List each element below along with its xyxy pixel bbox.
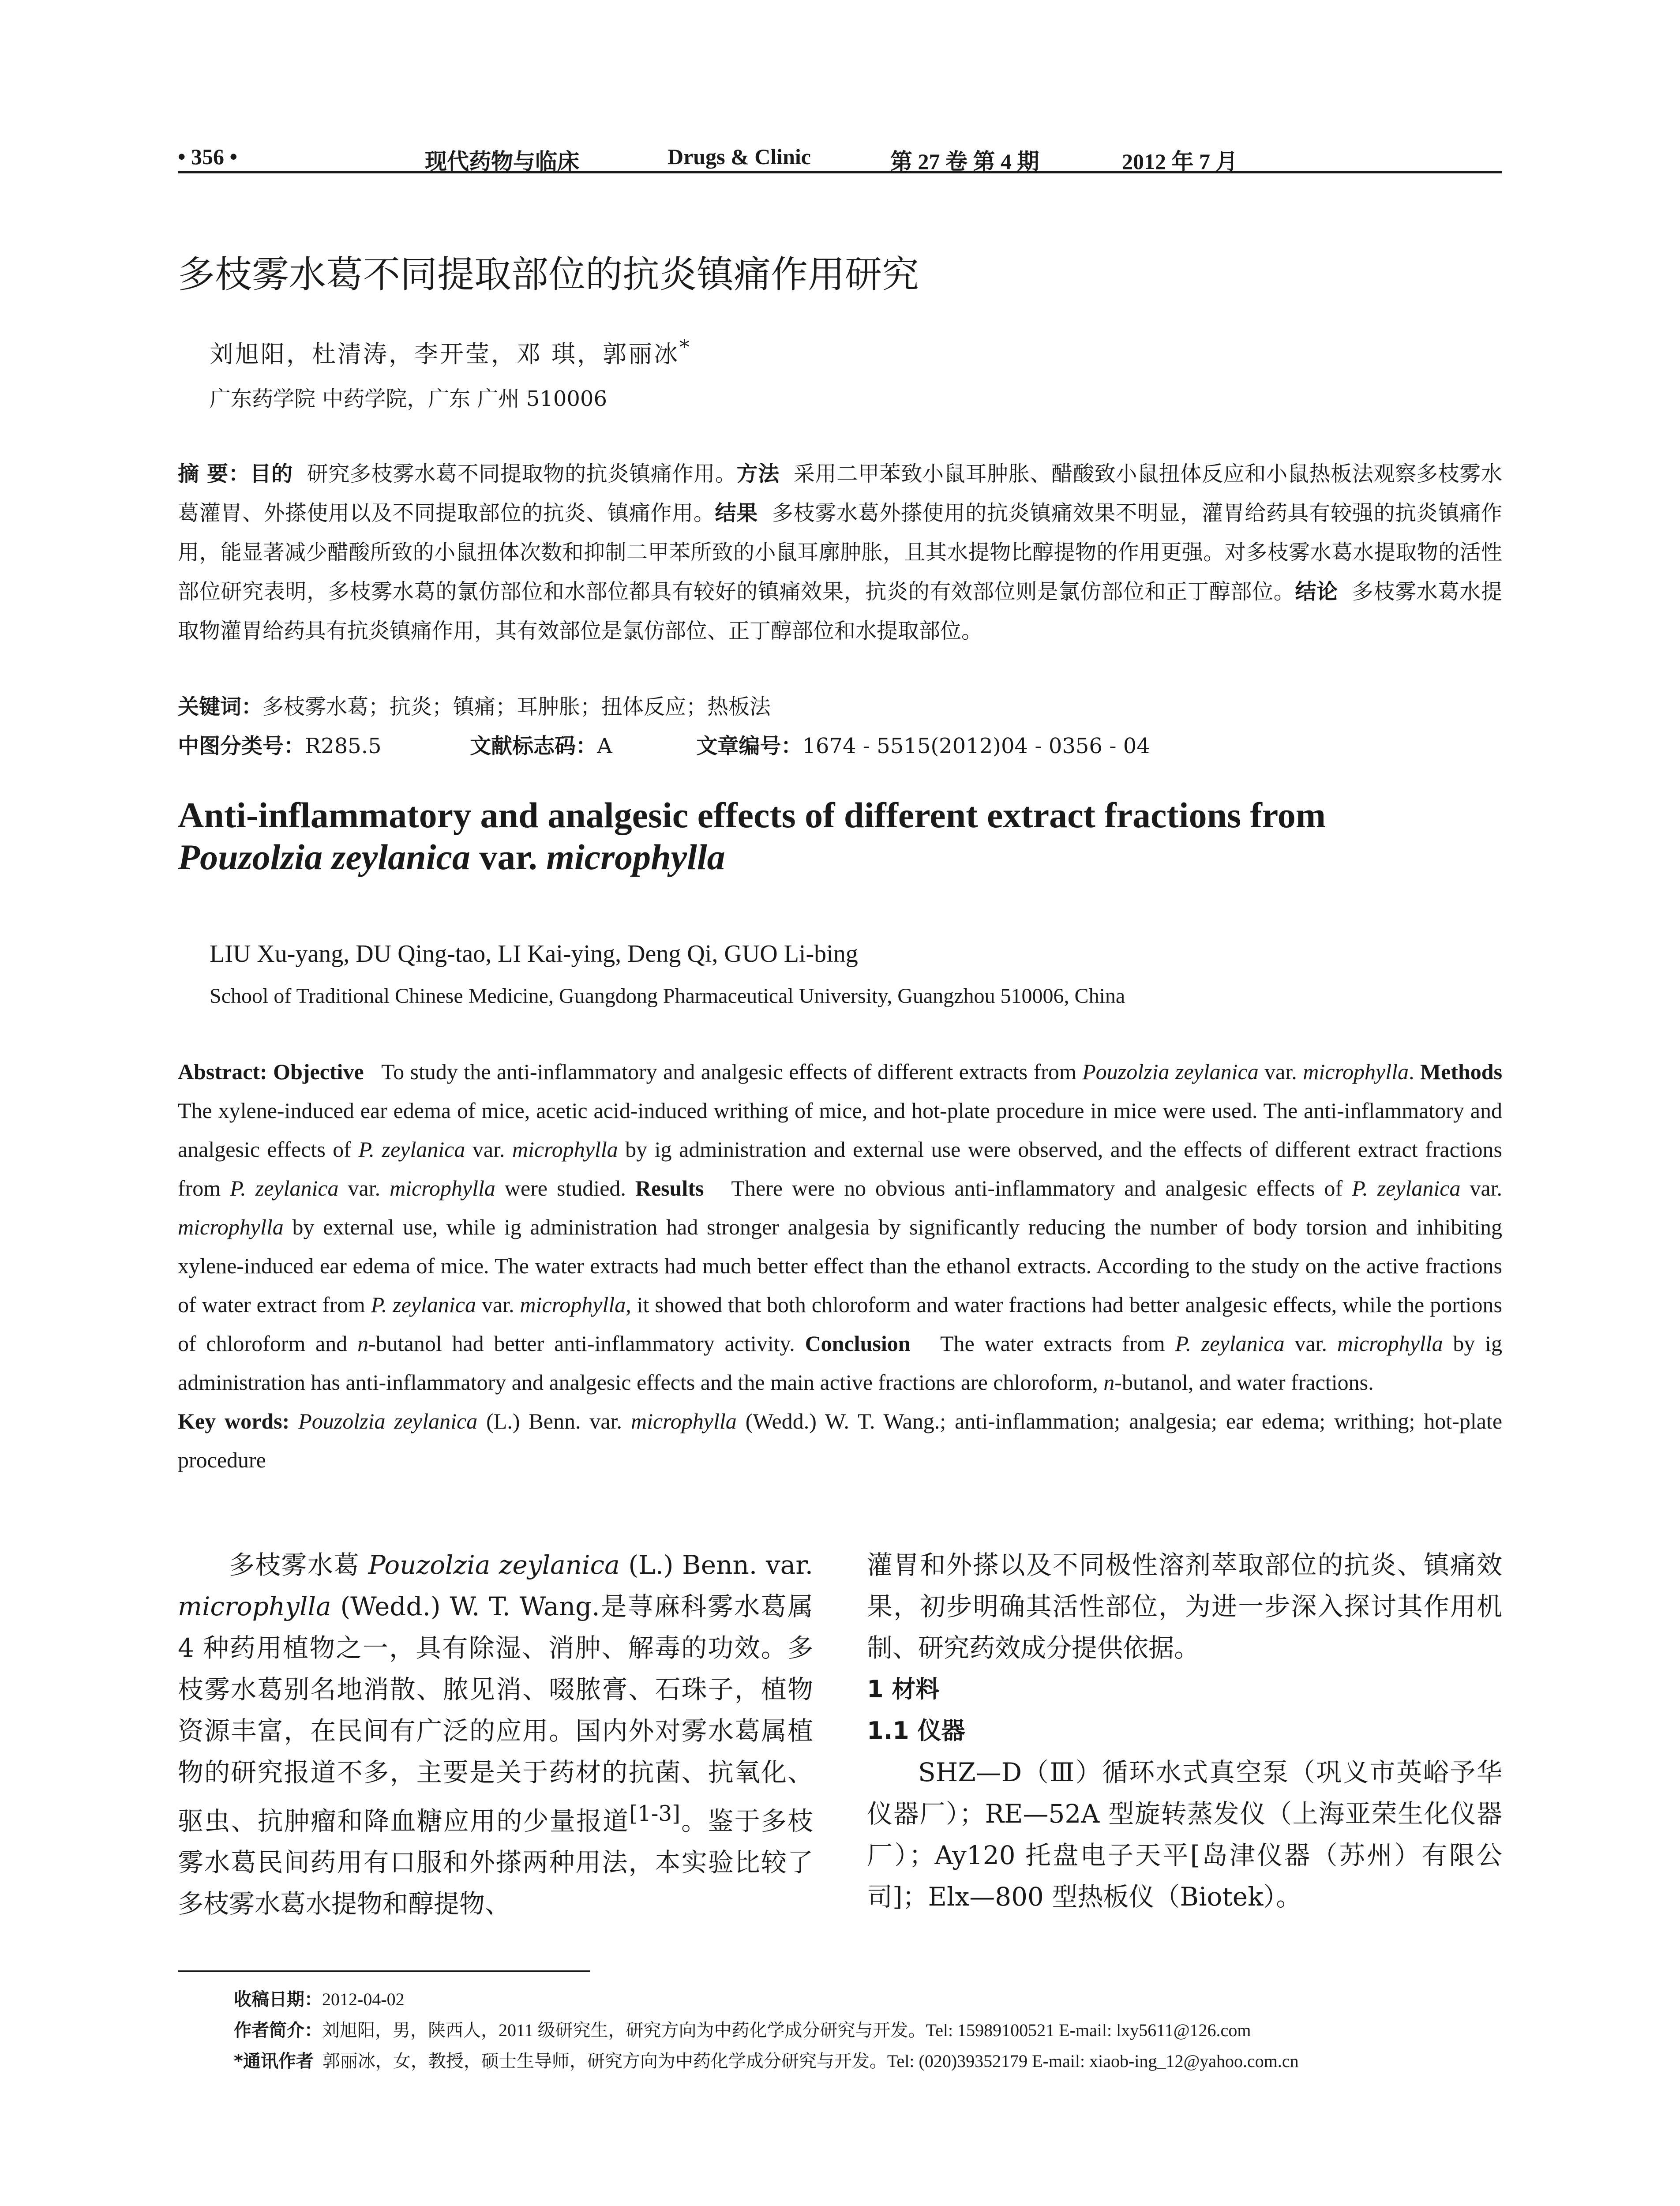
issue-date: 2012 年 7 月 bbox=[1122, 149, 1238, 174]
instruments-paragraph: SHZ—D（Ⅲ）循环水式真空泵（巩义市英峪予华仪器厂）；RE—52A 型旋转蒸发仪（上海亚荣生化仪器厂）；Ay120 托盘电子天平[岛津仪器（苏州）有限公司]；Elx—800 型热板仪（Biotek）。 bbox=[867, 1757, 1502, 1912]
authors-cn: 刘旭阳，杜清涛，李开莹，邓 琪，郭丽冰* bbox=[210, 335, 691, 368]
body-column-left bbox=[178, 1544, 813, 1925]
footnote-author: 作者简介：刘旭阳，男，陕西人，2011 级研究生，研究方向为中药化学成分研究与开发。Tel: 15989100521 E-mail: lxy5611@126.com bbox=[234, 2020, 1251, 2041]
intro-paragraph-cont: 灌胃和外搽以及不同极性溶剂萃取部位的抗炎、镇痛效果，初步明确其活性部位，为进一步深入探讨其作用机制、研究药效成分提供依据。 bbox=[867, 1550, 1502, 1663]
page-number: • 356 • bbox=[178, 144, 238, 169]
title-en: Anti-inflammatory and analgesic effects of different extract fractions from Pouzolzia zeylanica var. microphylla bbox=[178, 795, 1326, 877]
journal-name-cn: 现代药物与临床 bbox=[425, 149, 579, 174]
section-heading-1-1: 1.1 仪器 bbox=[867, 1717, 965, 1745]
footnote-rule bbox=[178, 1970, 590, 1972]
title-cn: 多枝雾水葛不同提取部位的抗炎镇痛作用研究 bbox=[178, 253, 919, 296]
keywords-en-label: Key words: bbox=[178, 1409, 290, 1433]
abstract-en: Abstract: Objective To study the anti-inflammatory and analgesic effects of different extracts from Pouzolzia zeylanica var. microphylla. Methods The xylene-induced ear edema of mice, acetic acid-induced writhing of mice, and hot-plate procedure in mice were used. The anti-inflammatory and analgesic effects of P. zeylanica var. microphylla by ig administration and external use were observed, and the effects of different extract fractions from P. zeylanica var. microphylla were studied. Results There were no obvious anti-inflammatory and analgesic effects of P. zeylanica var. microphylla by external use, while ig administration had stronger analgesia by significantly reducing the number of body torsion and inhibiting xylene-induced ear edema of mice. The water extracts had much better effect than the ethanol extracts. According to the study on the active fractions of water extract from P. zeylanica var. microphylla, it showed that both chloroform and water fractions had better analgesic effects, while the portions of chloroform and n-butanol had better anti-inflammatory activity. Conclusion The water extracts from P. zeylanica var. microphylla by ig administration has anti-inflammatory and analgesic effects and the main active fractions are chloroform, n-butanol, and water fractions. Key words: Pouzolzia zeylanica (L.) Benn. var. microphylla (Wedd.) W. T. Wang.; anti-inflammation; analgesia; ear edema; writhing; hot-plate procedure bbox=[178, 1059, 1503, 1472]
intro-paragraph: 多枝雾水葛 Pouzolzia zeylanica (L.) Benn. var. microphylla (Wedd.) W. T. Wang.是荨麻科雾水葛属 4 种药用植物之一，具有除湿、消肿、解毒的功效。多枝雾水葛别名地消散、脓见消、啜脓膏、石珠子，植物资源丰富，在民间有广泛的应用。国内外对雾水葛属植物的研究报道不多，主要是关于药材的抗菌、抗氧化、驱虫、抗肿瘤和降血糖应用的少量报道[1-3]。鉴于多枝雾水葛民间药用有口服和外搽两种用法，本实验比较了多枝雾水葛水提物和醇提物、 bbox=[178, 1550, 814, 1919]
authors-en: LIU Xu-yang, DU Qing-tao, LI Kai-ying, Deng Qi, GUO Li-bing bbox=[210, 940, 858, 968]
journal-name-en: Drugs & Clinic bbox=[668, 144, 811, 169]
footnote-corresponding: *通讯作者 郭丽冰，女，教授，硕士生导师，研究方向为中药化学成分研究与开发。Tel: (020)39352179 E-mail: xiaob-ing_12@yahoo.com.cn bbox=[234, 2051, 1299, 2071]
affiliation-en: School of Traditional Chinese Medicine, Guangdong Pharmaceutical University, Guangzhou 510006, China bbox=[210, 984, 1125, 1008]
classification-line: 中图分类号：R285.5 文献标志码：A 文章编号：1674 - 5515(2012)04 - 0356 - 04 bbox=[178, 734, 1150, 758]
running-header bbox=[178, 140, 1502, 173]
footnote-received: 收稿日期：2012-04-02 bbox=[234, 1989, 405, 2010]
keywords-cn: 关键词：多枝雾水葛；抗炎；镇痛；耳肿胀；扭体反应；热板法 bbox=[178, 694, 771, 719]
corresponding-mark: * bbox=[679, 335, 691, 359]
volume-issue: 第 27 卷 第 4 期 bbox=[890, 149, 1039, 174]
section-heading-1: 1 材料 bbox=[867, 1675, 940, 1703]
body-column-right bbox=[867, 1544, 1502, 1917]
citation-ref: [1-3] bbox=[629, 1801, 680, 1826]
affiliation-cn: 广东药学院 中药学院，广东 广州 510006 bbox=[210, 386, 608, 411]
abstract-cn-label: 摘 要： bbox=[178, 461, 250, 486]
abstract-cn: 摘 要：目的 研究多枝雾水葛不同提取物的抗炎镇痛作用。方法 采用二甲苯致小鼠耳肿胀、醋酸致小鼠扭体反应和小鼠热板法观察多枝雾水葛灌胃、外搽使用以及不同提取部位的抗炎、镇痛作用。结果 多枝雾水葛外搽使用的抗炎镇痛效果不明显，灌胃给药具有较强的抗炎镇痛作用，能显著减少醋酸所致的小鼠扭体次数和抑制二甲苯所致的小鼠耳廓肿胀，且其水提物比醇提物的作用更强。对多枝雾水葛水提取物的活性部位研究表明，多枝雾水葛的氯仿部位和水部位都具有较好的镇痛效果，抗炎的有效部位则是氯仿部位和正丁醇部位。结论 多枝雾水葛水提取物灌胃给药具有抗炎镇痛作用，其有效部位是氯仿部位、正丁醇部位和水提取部位。 bbox=[178, 461, 1502, 643]
